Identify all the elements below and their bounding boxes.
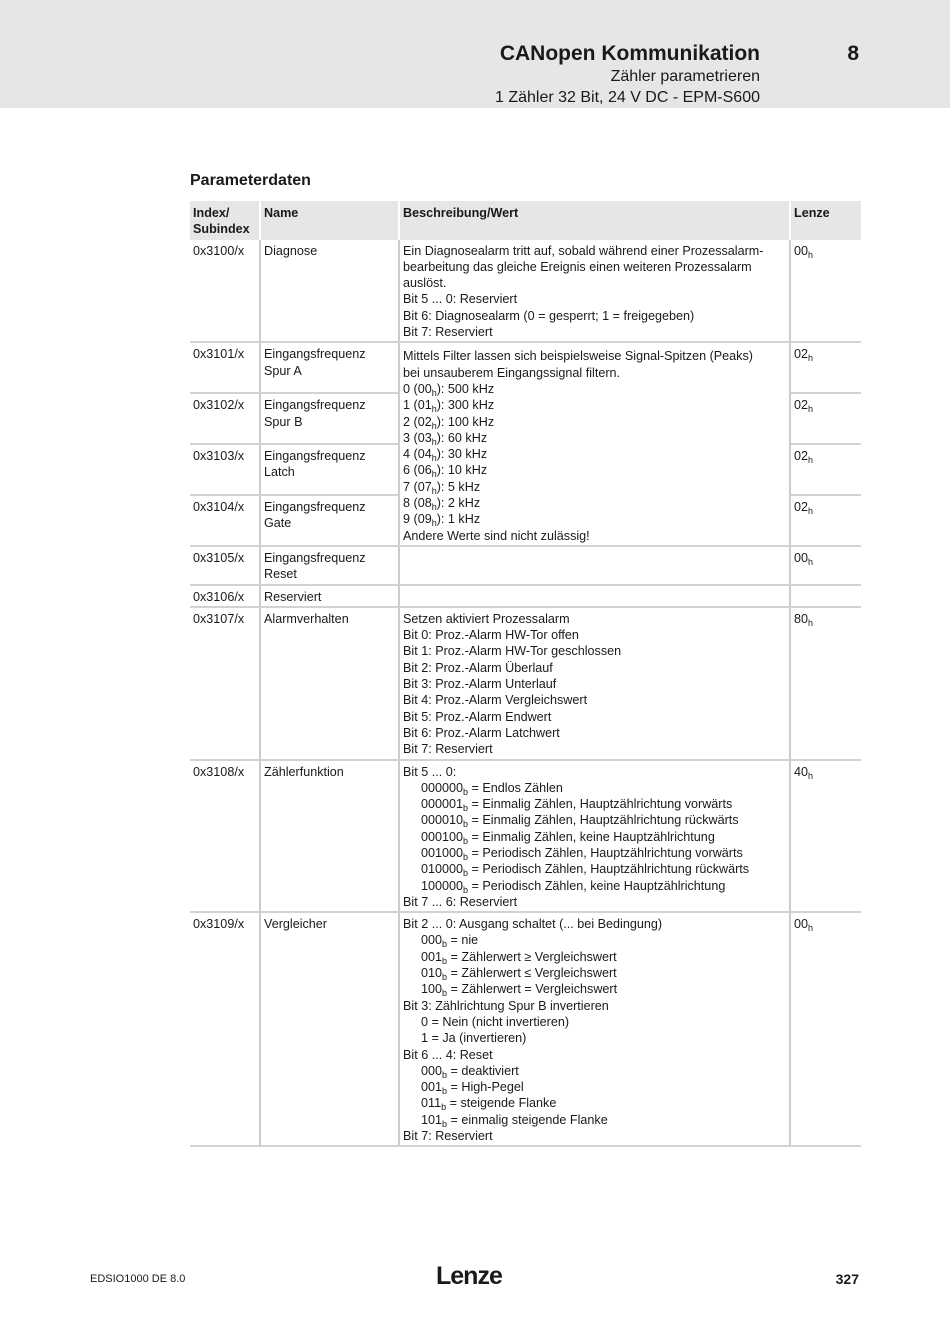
row-name: Diagnose <box>260 240 399 343</box>
desc-line: Bit 7 ... 6: Reserviert <box>403 894 518 909</box>
name-line: Gate <box>264 516 292 531</box>
bit-code: 001000 <box>421 845 464 860</box>
desc-line: 1 = Ja (invertieren) <box>421 1031 527 1046</box>
bit-code: 100 <box>421 982 443 997</box>
freq-option <box>403 462 786 478</box>
bit-option <box>403 981 786 997</box>
bit-code: 100000 <box>421 878 464 893</box>
lenze-subscript: h <box>808 556 814 567</box>
bit-option <box>403 932 786 948</box>
lenze-value: 40 <box>794 764 809 779</box>
bit-code-subscript: b <box>463 819 469 830</box>
bit-meaning: = deaktiviert <box>447 1063 519 1078</box>
desc-line: Ein Diagnosealarm tritt auf, sobald während einer Prozessalarm- <box>403 243 764 258</box>
row-index: 0x3104/x <box>190 495 260 546</box>
desc-line: Bit 5: Proz.-Alarm Endwert <box>403 709 552 724</box>
freq-option-number: 3 (03 <box>403 430 432 445</box>
freq-option <box>403 446 786 462</box>
desc-line: bearbeitung das gleiche Ereignis einen weiteren Prozessalarm <box>403 259 752 274</box>
row-lenze-default <box>790 495 861 546</box>
desc-line: Bit 6: Diagnosealarm (0 = gesperrt; 1 = freigegeben) <box>403 308 695 323</box>
lenze-value: 00 <box>794 243 809 258</box>
bit-code-subscript: b <box>442 955 448 966</box>
bit-option <box>403 1063 786 1079</box>
bit-option <box>403 829 786 845</box>
name-line: Eingangsfrequenz <box>264 449 366 464</box>
bit-meaning: = steigende Flanke <box>446 1096 557 1111</box>
freq-option-subscript: h <box>431 518 437 529</box>
bit-code-subscript: b <box>463 851 469 862</box>
bit-code: 000000 <box>421 780 464 795</box>
bit-option <box>403 796 786 812</box>
bit-meaning: = Zählerwert ≤ Vergleichswert <box>447 966 617 981</box>
table-row <box>190 546 861 585</box>
lenze-value: 02 <box>794 347 809 362</box>
lenze-value: 80 <box>794 611 809 626</box>
desc-line: Mittels Filter lassen sich beispielsweise Signal-Spitzen (Peaks) <box>403 349 753 364</box>
desc-line: Bit 2 ... 0: Ausgang schaltet (... bei Bedingung) <box>403 917 663 932</box>
row-lenze-default <box>790 342 861 393</box>
row-index: 0x3103/x <box>190 444 260 495</box>
table-row <box>190 607 861 760</box>
desc-line: Bit 5 ... 0: Reserviert <box>403 292 518 307</box>
bit-option <box>403 1079 786 1095</box>
lenze-subscript: h <box>808 923 814 934</box>
name-line: Eingangsfrequenz <box>264 550 366 565</box>
desc-line: 0 = Nein (nicht invertieren) <box>421 1014 570 1029</box>
bit-code-subscript: b <box>442 972 448 983</box>
frequency-description <box>399 342 790 546</box>
row-lenze-default <box>790 760 861 913</box>
row-name <box>260 495 399 546</box>
bit-meaning: = Zählerwert = Vergleichswert <box>447 982 618 997</box>
table-row <box>190 240 861 343</box>
bit-meaning: = High-Pegel <box>447 1080 524 1095</box>
bit-meaning: = Einmalig Zählen, Hauptzählrichtung rückwärts <box>468 813 739 828</box>
freq-option-value: ): 2 kHz <box>436 496 481 511</box>
bit-code: 000 <box>421 933 443 948</box>
name-line: Eingangsfrequenz <box>264 347 366 362</box>
column-header-name: Name <box>260 201 399 240</box>
bit-code: 001 <box>421 1080 443 1095</box>
row-lenze-default <box>790 444 861 495</box>
lenze-value: 02 <box>794 449 809 464</box>
freq-option-value: ): 1 kHz <box>436 512 481 527</box>
row-name: Reserviert <box>260 585 399 607</box>
freq-option <box>403 495 786 511</box>
lenze-value: 02 <box>794 398 809 413</box>
freq-option-number: 9 (09 <box>403 512 432 527</box>
freq-option-number: 1 (01 <box>403 398 432 413</box>
row-lenze-default <box>790 607 861 760</box>
bit-meaning: = einmalig steigende Flanke <box>447 1112 608 1127</box>
bit-code: 000010 <box>421 813 464 828</box>
bit-code-subscript: b <box>442 1118 448 1129</box>
row-lenze-default <box>790 546 861 585</box>
bit-meaning: = Zählerwert ≥ Vergleichswert <box>447 949 617 964</box>
bit-option <box>403 878 786 894</box>
freq-option-value: ): 100 kHz <box>436 414 495 429</box>
freq-option-number: 4 (04 <box>403 447 432 462</box>
freq-option-subscript: h <box>431 436 437 447</box>
column-header-lenze: Lenze <box>790 201 861 240</box>
lenze-value: 00 <box>794 550 809 565</box>
row-index: 0x3108/x <box>190 760 260 913</box>
bit-code: 010000 <box>421 862 464 877</box>
freq-option-number: 2 (02 <box>403 414 432 429</box>
freq-option-value: ): 60 kHz <box>436 430 488 445</box>
freq-option-value: ): 5 kHz <box>436 479 481 494</box>
row-name: Alarmverhalten <box>260 607 399 760</box>
row-lenze-default <box>790 240 861 343</box>
row-name <box>260 546 399 585</box>
row-index: 0x3106/x <box>190 585 260 607</box>
lenze-value: 02 <box>794 500 809 515</box>
chapter-number: 8 <box>847 42 859 65</box>
lenze-subscript: h <box>808 353 814 364</box>
desc-line: Bit 1: Proz.-Alarm HW-Tor geschlossen <box>403 644 622 659</box>
bit-option <box>403 845 786 861</box>
desc-line: Bit 7: Reserviert <box>403 1129 493 1144</box>
table-header-row <box>190 201 861 240</box>
table-row <box>190 585 861 607</box>
row-description <box>399 240 790 343</box>
bit-code: 101 <box>421 1112 443 1127</box>
desc-line: Bit 6: Proz.-Alarm Latchwert <box>403 725 560 740</box>
lenze-subscript: h <box>808 770 814 781</box>
freq-option <box>403 479 786 495</box>
freq-option-number: 6 (06 <box>403 463 432 478</box>
bit-code: 010 <box>421 966 443 981</box>
freq-option-subscript: h <box>431 387 437 398</box>
row-index: 0x3107/x <box>190 607 260 760</box>
bit-code-subscript: b <box>463 786 469 797</box>
table-row <box>190 342 861 393</box>
row-name <box>260 393 399 444</box>
bit-code-subscript: b <box>463 884 469 895</box>
header-index-line2: Subindex <box>193 222 250 237</box>
freq-option-value: ): 300 kHz <box>436 398 495 413</box>
freq-option-value: ): 500 kHz <box>436 381 495 396</box>
bit-meaning: = Periodisch Zählen, Hauptzählrichtung vorwärts <box>468 845 743 860</box>
parameter-table <box>190 201 861 1147</box>
freq-option-number: 0 (00 <box>403 381 432 396</box>
bit-option <box>403 812 786 828</box>
page-number: 327 <box>835 1271 859 1287</box>
freq-option-subscript: h <box>431 485 437 496</box>
document-id: EDSIO1000 DE 8.0 <box>90 1273 186 1285</box>
row-index: 0x3105/x <box>190 546 260 585</box>
table-row <box>190 760 861 913</box>
row-description <box>399 585 790 607</box>
row-description <box>399 546 790 585</box>
header-index-line1: Index/ <box>193 206 230 220</box>
row-index: 0x3109/x <box>190 912 260 1146</box>
bit-meaning: = Periodisch Zählen, keine Hauptzählrichtung <box>468 878 726 893</box>
freq-option <box>403 397 786 413</box>
desc-line: bei unsauberem Eingangssignal filtern. <box>403 365 621 380</box>
bit-meaning: = Einmalig Zählen, Hauptzählrichtung vorwärts <box>468 797 733 812</box>
header-band <box>0 0 950 108</box>
bit-code-subscript: b <box>463 835 469 846</box>
lenze-value: 00 <box>794 917 809 932</box>
name-line: Eingangsfrequenz <box>264 500 366 515</box>
row-name: Zählerfunktion <box>260 760 399 913</box>
name-line: Spur B <box>264 414 303 429</box>
bit-option <box>403 965 786 981</box>
row-name <box>260 342 399 393</box>
bit-option <box>403 861 786 877</box>
chapter-title: CANopen Kommunikation <box>499 42 760 65</box>
freq-option <box>403 381 786 397</box>
bit-meaning: = nie <box>447 933 479 948</box>
bit-code: 000 <box>421 1063 443 1078</box>
freq-option <box>403 430 786 446</box>
row-name: Vergleicher <box>260 912 399 1146</box>
freq-option-value: ): 10 kHz <box>436 463 488 478</box>
bit-meaning: = Einmalig Zählen, keine Hauptzählrichtung <box>468 829 715 844</box>
desc-line: Bit 2: Proz.-Alarm Überlauf <box>403 660 553 675</box>
desc-line: Bit 7: Reserviert <box>403 325 493 340</box>
row-index: 0x3101/x <box>190 342 260 393</box>
lenze-subscript: h <box>808 404 814 415</box>
lenze-subscript: h <box>808 617 814 628</box>
name-line: Eingangsfrequenz <box>264 398 366 413</box>
bit-code: 011 <box>421 1096 442 1111</box>
desc-note: Andere Werte sind nicht zulässig! <box>403 528 590 543</box>
row-description <box>399 912 790 1146</box>
bit-option <box>403 1095 786 1111</box>
row-description <box>399 760 790 913</box>
bit-meaning: = Endlos Zählen <box>468 780 563 795</box>
bit-option <box>403 949 786 965</box>
freq-option-subscript: h <box>431 502 437 513</box>
bit-code-subscript: b <box>463 868 469 879</box>
row-index: 0x3100/x <box>190 240 260 343</box>
parameter-data-heading: Parameterdaten <box>190 172 311 189</box>
bit-code: 001 <box>421 949 443 964</box>
row-lenze-default <box>790 393 861 444</box>
name-line: Spur A <box>264 363 302 378</box>
freq-option-subscript: h <box>431 469 437 480</box>
bit-code: 000100 <box>421 829 464 844</box>
freq-option-subscript: h <box>431 453 437 464</box>
freq-option-subscript: h <box>431 404 437 415</box>
column-header-index <box>190 201 260 240</box>
bit-code-subscript: b <box>442 939 448 950</box>
bit-code-subscript: b <box>463 803 469 814</box>
bit-code: 000001 <box>421 797 464 812</box>
desc-line: Bit 3: Zählrichtung Spur B invertieren <box>403 998 609 1013</box>
desc-line: Bit 6 ... 4: Reset <box>403 1047 493 1062</box>
freq-option-value: ): 30 kHz <box>436 447 488 462</box>
desc-line: Bit 7: Reserviert <box>403 742 493 757</box>
table-row <box>190 912 861 1146</box>
desc-line: Bit 3: Proz.-Alarm Unterlauf <box>403 677 557 692</box>
bit-code-subscript: b <box>442 1069 448 1080</box>
lenze-logo: Lenze <box>436 1262 502 1290</box>
bit-option <box>403 780 786 796</box>
bit-code-subscript: b <box>441 1102 447 1113</box>
desc-line: auslöst. <box>403 276 447 291</box>
freq-option <box>403 511 786 527</box>
bit-code-subscript: b <box>442 988 448 999</box>
name-line: Latch <box>264 465 295 480</box>
freq-option-number: 7 (07 <box>403 479 432 494</box>
freq-option <box>403 414 786 430</box>
desc-line: Bit 5 ... 0: <box>403 764 457 779</box>
lenze-subscript: h <box>808 249 814 260</box>
bit-meaning: = Periodisch Zählen, Hauptzählrichtung rückwärts <box>468 862 750 877</box>
desc-line: Setzen aktiviert Prozessalarm <box>403 611 570 626</box>
bit-option <box>403 1112 786 1128</box>
freq-option-number: 8 (08 <box>403 496 432 511</box>
row-index: 0x3102/x <box>190 393 260 444</box>
row-description <box>399 607 790 760</box>
row-lenze-default <box>790 912 861 1146</box>
name-line: Reset <box>264 567 297 582</box>
desc-line: Bit 4: Proz.-Alarm Vergleichswert <box>403 693 588 708</box>
lenze-subscript: h <box>808 455 814 466</box>
row-name <box>260 444 399 495</box>
desc-line: Bit 0: Proz.-Alarm HW-Tor offen <box>403 628 579 643</box>
column-header-description: Beschreibung/Wert <box>399 201 790 240</box>
row-lenze-default <box>790 585 861 607</box>
freq-option-subscript: h <box>431 420 437 431</box>
subsection-title: 1 Zähler 32 Bit, 24 V DC - EPM-S600 <box>495 89 760 106</box>
bit-code-subscript: b <box>442 1086 448 1097</box>
section-title: Zähler parametrieren <box>610 68 760 85</box>
lenze-subscript: h <box>808 506 814 517</box>
